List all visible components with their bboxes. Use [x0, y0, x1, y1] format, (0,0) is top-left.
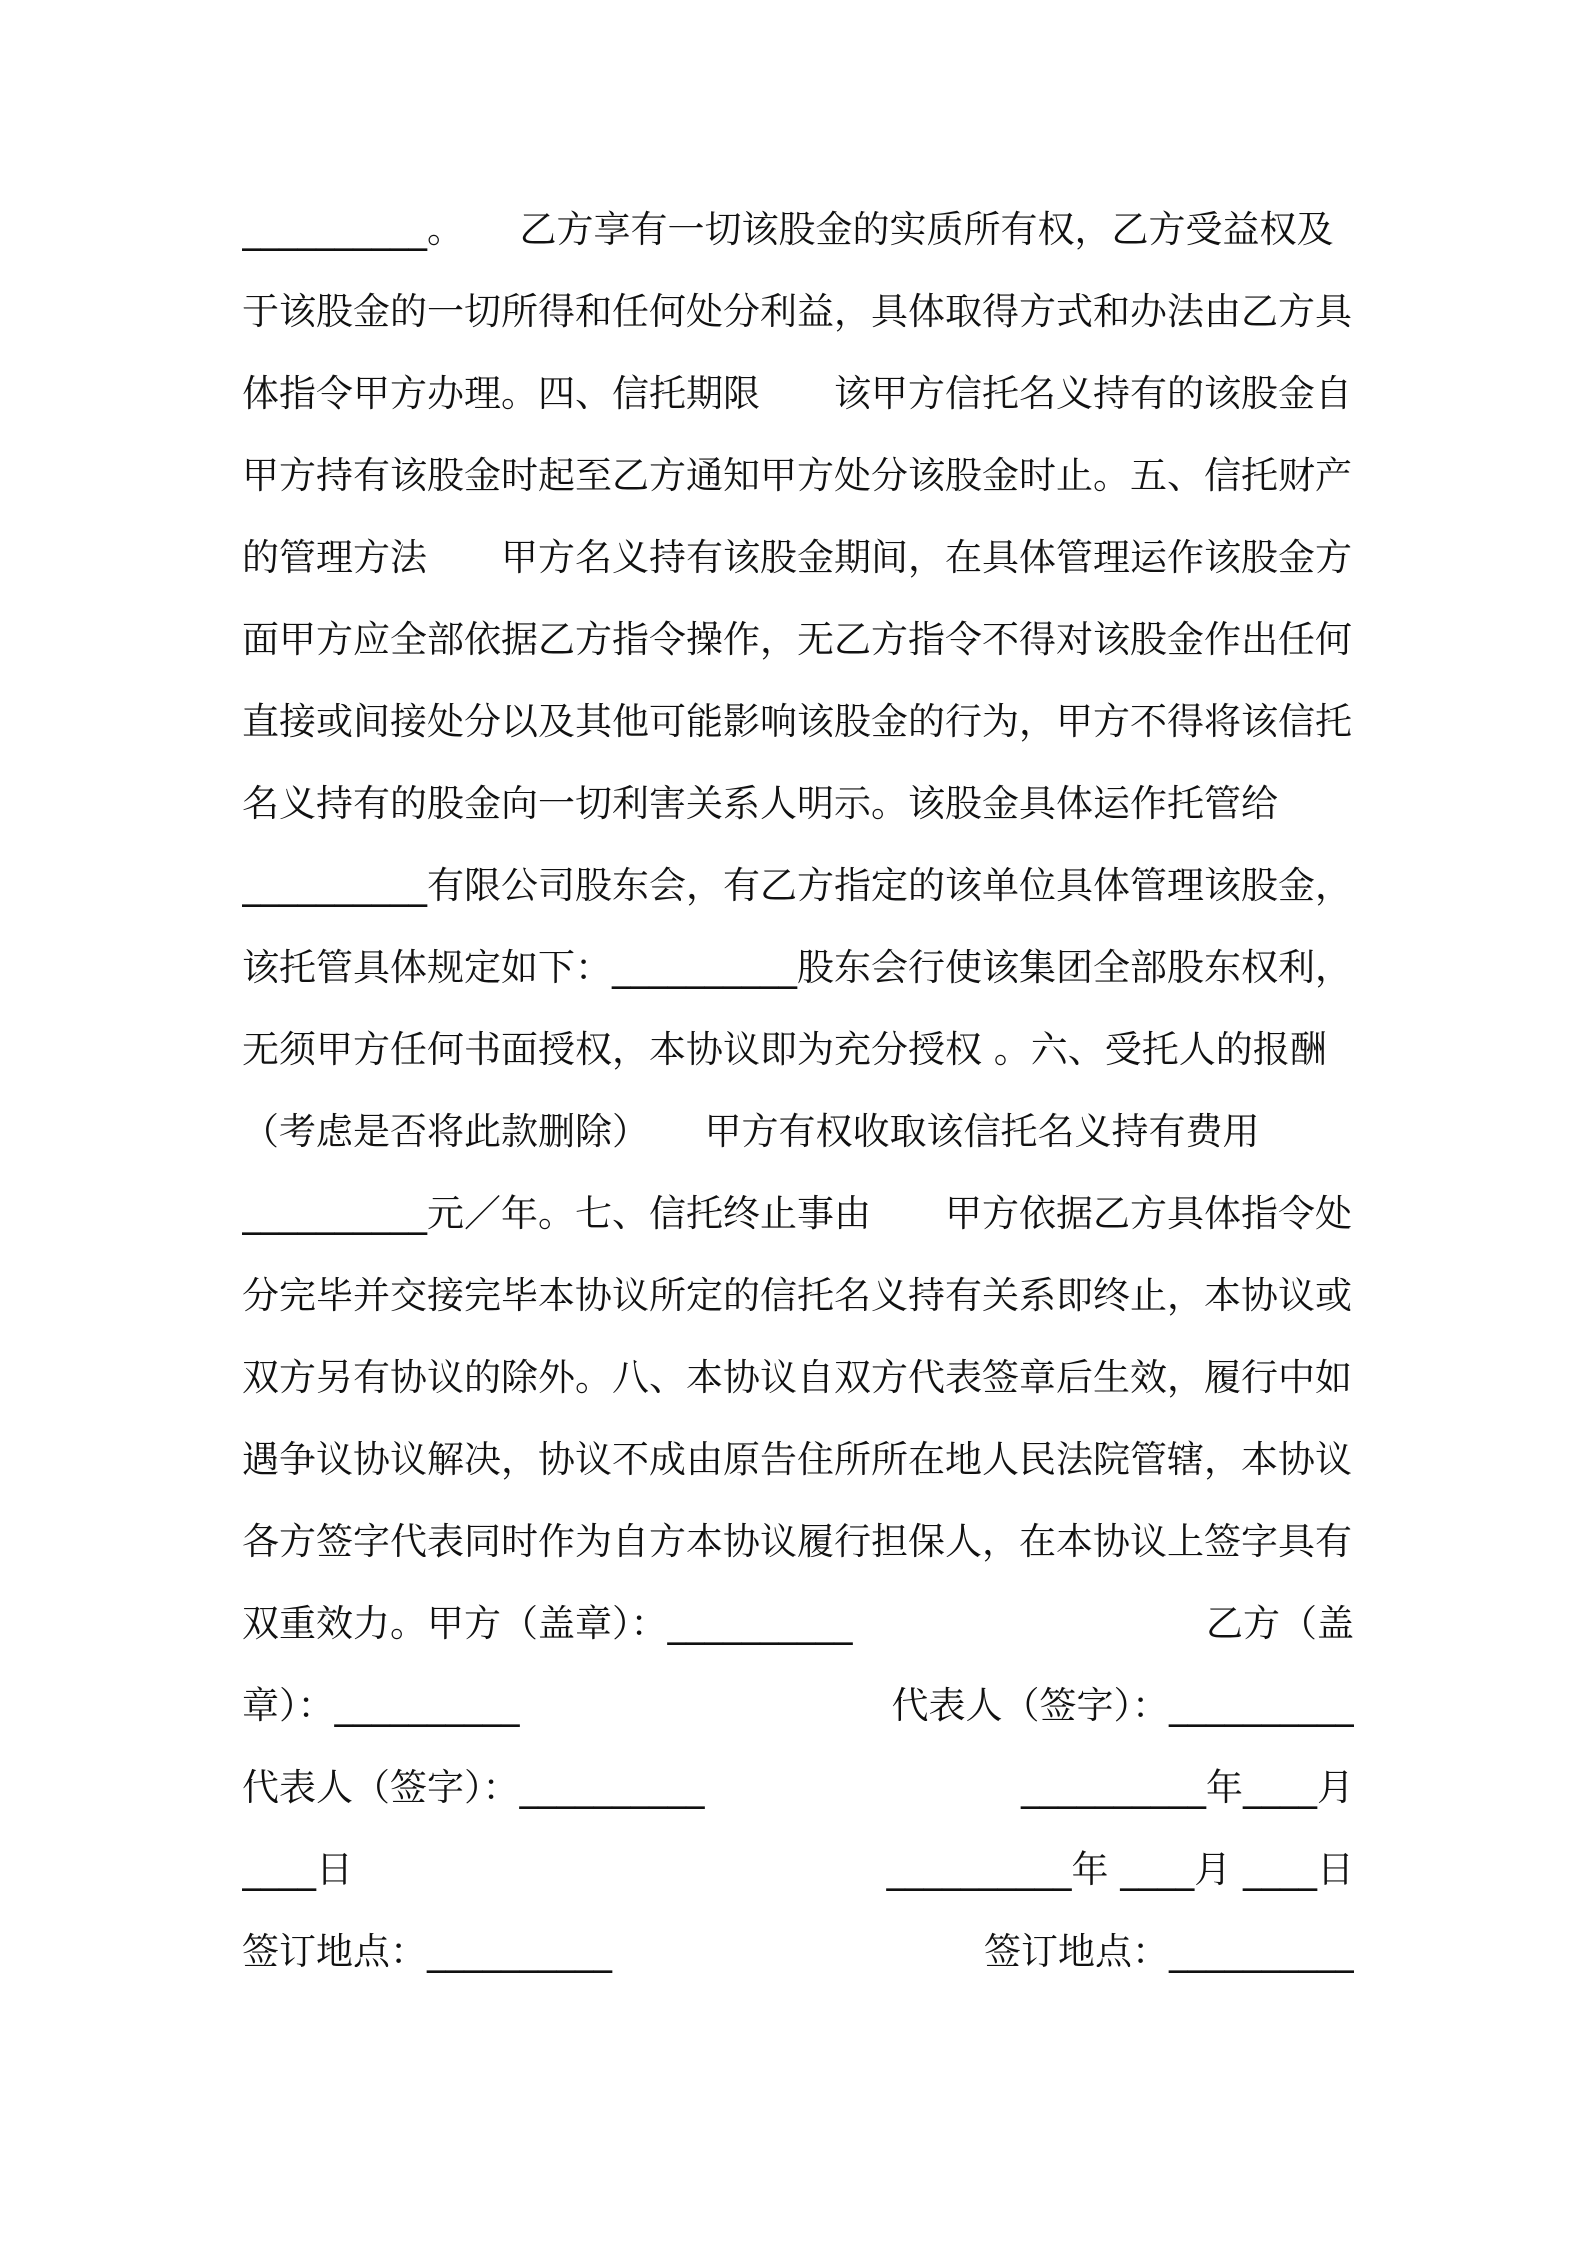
paragraph-line-14: 分完毕并交接完毕本协议所定的信托名义持有关系即终止，本协议或 — [242, 1274, 1352, 1317]
representative-signature-b: 代表人（签字）：__________ — [891, 1684, 1354, 1727]
representative-signature-a: 代表人（签字）：__________ — [242, 1766, 705, 1809]
signature-row-3 — [242, 1758, 1354, 1818]
paragraph-line-2: 于该股金的一切所得和任何处分利益，具体取得方式和办法由乙方具 — [242, 290, 1352, 333]
paragraph-line-17: 各方签字代表同时作为自方本协议履行担保人，在本协议上签字具有 — [242, 1520, 1352, 1563]
signing-place-a: 签订地点：__________ — [242, 1930, 612, 1973]
paragraph-line-11: 无须甲方任何书面授权，本协议即为充分授权 。六、受托人的报酬 — [242, 1028, 1327, 1071]
signature-row-5 — [242, 1922, 1354, 1982]
paragraph-line-4: 甲方持有该股金时起至乙方通知甲方处分该股金时止。五、信托财产 — [242, 454, 1352, 497]
paragraph-line-16: 遇争议协议解决，协议不成由原告住所所在地人民法院管辖，本协议 — [242, 1438, 1352, 1481]
paragraph-line-8: 名义持有的股金向一切利害关系人明示。该股金具体运作托管给 — [242, 782, 1278, 825]
paragraph-line-5: 的管理方法 甲方名义持有该股金期间，在具体管理运作该股金方 — [242, 536, 1352, 579]
paragraph-line-13: __________元／年。七、信托终止事由 甲方依据乙方具体指令处 — [242, 1192, 1352, 1235]
paragraph-line-3: 体指令甲方办理。四、信托期限 该甲方信托名义持有的该股金自 — [242, 372, 1352, 415]
party-b-seal-label: 乙方（盖 — [1206, 1602, 1354, 1645]
paragraph-line-7: 直接或间接处分以及其他可能影响该股金的行为，甲方不得将该信托 — [242, 700, 1352, 743]
date-field-a: __________年 ____月 ____日 — [886, 1848, 1354, 1891]
day-field-a: ____日 — [242, 1848, 353, 1891]
signature-row-1 — [242, 1594, 1354, 1654]
paragraph-line-15: 双方另有协议的除外。八、本协议自双方代表签章后生效，履行中如 — [242, 1356, 1352, 1399]
signature-row-2 — [242, 1676, 1354, 1736]
date-field-b: __________年____月 — [1021, 1766, 1354, 1809]
party-a-seal-label: 双重效力。甲方（盖章）：__________ — [242, 1602, 853, 1645]
paragraph-line-9: __________有限公司股东会，有乙方指定的该单位具体管理该股金， — [242, 864, 1352, 907]
paragraph-line-10: 该托管具体规定如下：__________股东会行使该集团全部股东权利， — [242, 946, 1352, 989]
party-b-seal-field: 章）：__________ — [242, 1684, 520, 1727]
paragraph-line-12: （考虑是否将此款删除） 甲方有权收取该信托名义持有费用 — [242, 1110, 1260, 1153]
signature-row-4 — [242, 1840, 1354, 1900]
paragraph-line-6: 面甲方应全部依据乙方指令操作，无乙方指令不得对该股金作出任何 — [242, 618, 1352, 661]
signing-place-b: 签订地点：__________ — [984, 1930, 1354, 1973]
paragraph-line-1: __________。 乙方享有一切该股金的实质所有权，乙方受益权及 — [242, 208, 1334, 251]
